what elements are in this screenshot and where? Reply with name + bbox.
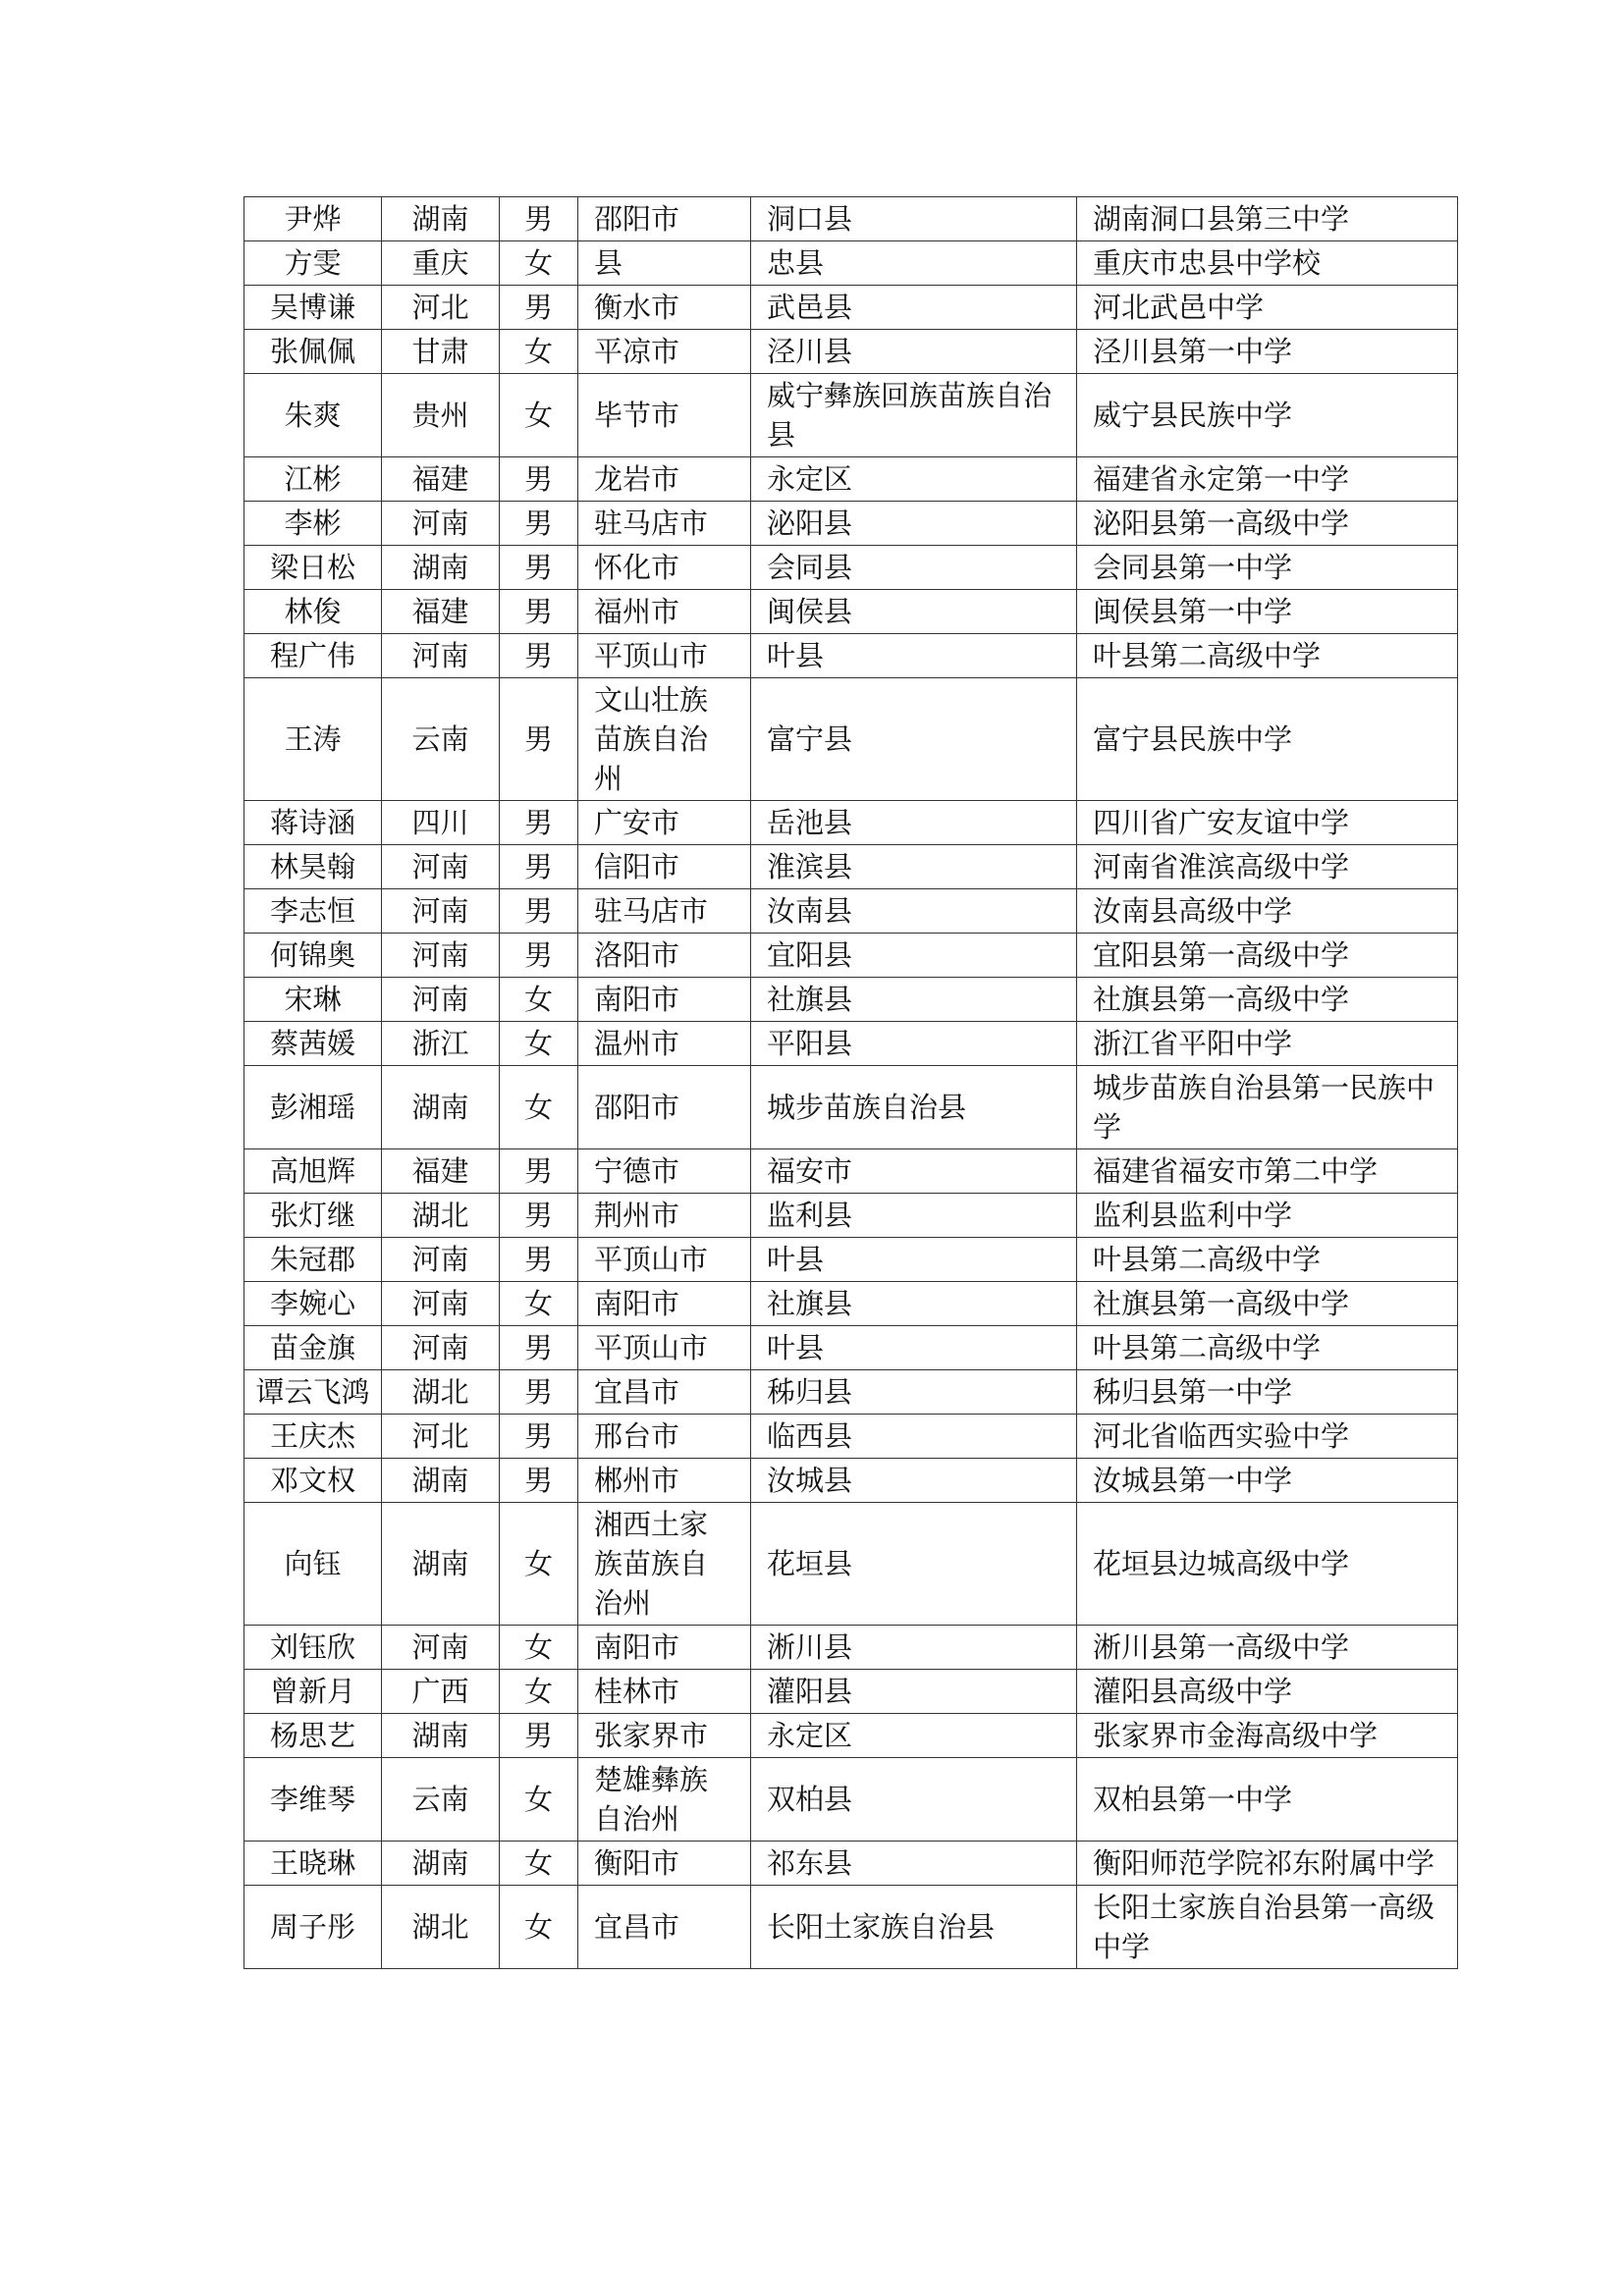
school-cell: 社旗县第一高级中学 xyxy=(1077,1282,1458,1326)
gender-cell: 男 xyxy=(500,590,578,634)
province-cell: 福建 xyxy=(382,590,500,634)
city-cell: 怀化市 xyxy=(578,546,751,590)
name-cell: 李志恒 xyxy=(244,889,382,934)
table-row xyxy=(244,934,1458,978)
gender-cell: 男 xyxy=(500,546,578,590)
province-cell: 甘肃 xyxy=(382,330,500,374)
name-cell: 何锦奥 xyxy=(244,934,382,978)
name-cell: 向钰 xyxy=(244,1503,382,1626)
roster-table-body xyxy=(244,197,1458,1969)
table-row xyxy=(244,1758,1458,1842)
gender-cell: 男 xyxy=(500,1370,578,1415)
province-cell: 河南 xyxy=(382,502,500,546)
county-cell: 双柏县 xyxy=(751,1758,1077,1842)
table-row xyxy=(244,1282,1458,1326)
county-cell: 祁东县 xyxy=(751,1842,1077,1886)
school-cell: 城步苗族自治县第一民族中学 xyxy=(1077,1066,1458,1149)
name-cell: 江彬 xyxy=(244,457,382,502)
name-cell: 苗金旗 xyxy=(244,1326,382,1370)
county-cell: 城步苗族自治县 xyxy=(751,1066,1077,1149)
table-row xyxy=(244,634,1458,678)
school-cell: 泌阳县第一高级中学 xyxy=(1077,502,1458,546)
province-cell: 云南 xyxy=(382,1758,500,1842)
province-cell: 河南 xyxy=(382,1238,500,1282)
table-row xyxy=(244,1066,1458,1149)
gender-cell: 女 xyxy=(500,1626,578,1670)
city-cell: 福州市 xyxy=(578,590,751,634)
name-cell: 邓文权 xyxy=(244,1459,382,1503)
table-row xyxy=(244,1022,1458,1066)
name-cell: 彭湘瑶 xyxy=(244,1066,382,1149)
table-row xyxy=(244,502,1458,546)
school-cell: 河北省临西实验中学 xyxy=(1077,1415,1458,1459)
city-cell: 张家界市 xyxy=(578,1714,751,1758)
school-cell: 张家界市金海高级中学 xyxy=(1077,1714,1458,1758)
school-cell: 汝南县高级中学 xyxy=(1077,889,1458,934)
school-cell: 四川省广安友谊中学 xyxy=(1077,801,1458,845)
school-cell: 叶县第二高级中学 xyxy=(1077,634,1458,678)
county-cell: 淮滨县 xyxy=(751,845,1077,889)
school-cell: 河南省淮滨高级中学 xyxy=(1077,845,1458,889)
gender-cell: 男 xyxy=(500,845,578,889)
table-row xyxy=(244,241,1458,286)
name-cell: 周子彤 xyxy=(244,1886,382,1969)
table-row xyxy=(244,1238,1458,1282)
school-cell: 双柏县第一中学 xyxy=(1077,1758,1458,1842)
gender-cell: 男 xyxy=(500,286,578,330)
gender-cell: 男 xyxy=(500,1194,578,1238)
table-row xyxy=(244,1626,1458,1670)
name-cell: 林昊翰 xyxy=(244,845,382,889)
county-cell: 闽侯县 xyxy=(751,590,1077,634)
gender-cell: 女 xyxy=(500,1022,578,1066)
city-cell: 平顶山市 xyxy=(578,1238,751,1282)
name-cell: 高旭辉 xyxy=(244,1149,382,1194)
gender-cell: 女 xyxy=(500,1886,578,1969)
school-cell: 福建省永定第一中学 xyxy=(1077,457,1458,502)
table-row xyxy=(244,801,1458,845)
city-cell: 南阳市 xyxy=(578,1626,751,1670)
city-cell: 平凉市 xyxy=(578,330,751,374)
city-cell: 驻马店市 xyxy=(578,502,751,546)
county-cell: 社旗县 xyxy=(751,978,1077,1022)
province-cell: 河北 xyxy=(382,1415,500,1459)
table-row xyxy=(244,1459,1458,1503)
city-cell: 邵阳市 xyxy=(578,197,751,241)
table-row xyxy=(244,1370,1458,1415)
county-cell: 泾川县 xyxy=(751,330,1077,374)
county-cell: 叶县 xyxy=(751,1326,1077,1370)
county-cell: 叶县 xyxy=(751,1238,1077,1282)
name-cell: 林俊 xyxy=(244,590,382,634)
school-cell: 宜阳县第一高级中学 xyxy=(1077,934,1458,978)
table-row xyxy=(244,1415,1458,1459)
name-cell: 杨思艺 xyxy=(244,1714,382,1758)
city-cell: 宜昌市 xyxy=(578,1370,751,1415)
name-cell: 曾新月 xyxy=(244,1670,382,1714)
school-cell: 叶县第二高级中学 xyxy=(1077,1326,1458,1370)
city-cell: 驻马店市 xyxy=(578,889,751,934)
county-cell: 武邑县 xyxy=(751,286,1077,330)
gender-cell: 女 xyxy=(500,330,578,374)
county-cell: 长阳土家族自治县 xyxy=(751,1886,1077,1969)
gender-cell: 男 xyxy=(500,889,578,934)
county-cell: 淅川县 xyxy=(751,1626,1077,1670)
city-cell: 衡阳市 xyxy=(578,1842,751,1886)
name-cell: 方雯 xyxy=(244,241,382,286)
name-cell: 王涛 xyxy=(244,678,382,801)
table-row xyxy=(244,678,1458,801)
province-cell: 河南 xyxy=(382,889,500,934)
name-cell: 蒋诗涵 xyxy=(244,801,382,845)
city-cell: 温州市 xyxy=(578,1022,751,1066)
province-cell: 福建 xyxy=(382,457,500,502)
city-cell: 荆州市 xyxy=(578,1194,751,1238)
province-cell: 四川 xyxy=(382,801,500,845)
gender-cell: 女 xyxy=(500,374,578,457)
table-row xyxy=(244,1326,1458,1370)
city-cell: 宜昌市 xyxy=(578,1886,751,1969)
province-cell: 湖北 xyxy=(382,1370,500,1415)
name-cell: 程广伟 xyxy=(244,634,382,678)
table-row xyxy=(244,845,1458,889)
gender-cell: 男 xyxy=(500,634,578,678)
gender-cell: 男 xyxy=(500,1714,578,1758)
gender-cell: 男 xyxy=(500,678,578,801)
gender-cell: 男 xyxy=(500,1415,578,1459)
province-cell: 贵州 xyxy=(382,374,500,457)
school-cell: 花垣县边城高级中学 xyxy=(1077,1503,1458,1626)
province-cell: 福建 xyxy=(382,1149,500,1194)
school-cell: 灌阳县高级中学 xyxy=(1077,1670,1458,1714)
table-row xyxy=(244,1842,1458,1886)
school-cell: 威宁县民族中学 xyxy=(1077,374,1458,457)
province-cell: 河南 xyxy=(382,845,500,889)
school-cell: 淅川县第一高级中学 xyxy=(1077,1626,1458,1670)
school-cell: 湖南洞口县第三中学 xyxy=(1077,197,1458,241)
province-cell: 湖南 xyxy=(382,546,500,590)
city-cell: 南阳市 xyxy=(578,978,751,1022)
county-cell: 社旗县 xyxy=(751,1282,1077,1326)
city-cell: 邢台市 xyxy=(578,1415,751,1459)
county-cell: 会同县 xyxy=(751,546,1077,590)
name-cell: 朱冠郡 xyxy=(244,1238,382,1282)
gender-cell: 男 xyxy=(500,1149,578,1194)
school-cell: 浙江省平阳中学 xyxy=(1077,1022,1458,1066)
table-row xyxy=(244,197,1458,241)
gender-cell: 男 xyxy=(500,197,578,241)
gender-cell: 男 xyxy=(500,1459,578,1503)
province-cell: 湖南 xyxy=(382,1459,500,1503)
county-cell: 永定区 xyxy=(751,457,1077,502)
table-row xyxy=(244,286,1458,330)
school-cell: 衡阳师范学院祁东附属中学 xyxy=(1077,1842,1458,1886)
city-cell: 邵阳市 xyxy=(578,1066,751,1149)
table-row xyxy=(244,1149,1458,1194)
name-cell: 尹烨 xyxy=(244,197,382,241)
school-cell: 秭归县第一中学 xyxy=(1077,1370,1458,1415)
county-cell: 忠县 xyxy=(751,241,1077,286)
table-row xyxy=(244,1194,1458,1238)
school-cell: 社旗县第一高级中学 xyxy=(1077,978,1458,1022)
name-cell: 朱爽 xyxy=(244,374,382,457)
city-cell: 毕节市 xyxy=(578,374,751,457)
province-cell: 河南 xyxy=(382,1326,500,1370)
name-cell: 宋琳 xyxy=(244,978,382,1022)
gender-cell: 女 xyxy=(500,1066,578,1149)
name-cell: 李彬 xyxy=(244,502,382,546)
city-cell: 宁德市 xyxy=(578,1149,751,1194)
school-cell: 河北武邑中学 xyxy=(1077,286,1458,330)
county-cell: 汝南县 xyxy=(751,889,1077,934)
school-cell: 监利县监利中学 xyxy=(1077,1194,1458,1238)
gender-cell: 女 xyxy=(500,1282,578,1326)
city-cell: 平顶山市 xyxy=(578,1326,751,1370)
name-cell: 李维琴 xyxy=(244,1758,382,1842)
name-cell: 刘钰欣 xyxy=(244,1626,382,1670)
province-cell: 河南 xyxy=(382,1626,500,1670)
school-cell: 重庆市忠县中学校 xyxy=(1077,241,1458,286)
name-cell: 吴博谦 xyxy=(244,286,382,330)
province-cell: 湖南 xyxy=(382,1066,500,1149)
name-cell: 谭云飞鸿 xyxy=(244,1370,382,1415)
school-cell: 长阳土家族自治县第一高级中学 xyxy=(1077,1886,1458,1969)
gender-cell: 女 xyxy=(500,1670,578,1714)
county-cell: 宜阳县 xyxy=(751,934,1077,978)
table-row xyxy=(244,330,1458,374)
province-cell: 河北 xyxy=(382,286,500,330)
gender-cell: 女 xyxy=(500,1842,578,1886)
county-cell: 福安市 xyxy=(751,1149,1077,1194)
city-cell: 洛阳市 xyxy=(578,934,751,978)
gender-cell: 女 xyxy=(500,1503,578,1626)
province-cell: 广西 xyxy=(382,1670,500,1714)
province-cell: 湖南 xyxy=(382,1503,500,1626)
gender-cell: 女 xyxy=(500,978,578,1022)
province-cell: 湖南 xyxy=(382,1714,500,1758)
province-cell: 重庆 xyxy=(382,241,500,286)
table-row xyxy=(244,374,1458,457)
county-cell: 花垣县 xyxy=(751,1503,1077,1626)
county-cell: 泌阳县 xyxy=(751,502,1077,546)
county-cell: 灌阳县 xyxy=(751,1670,1077,1714)
city-cell: 信阳市 xyxy=(578,845,751,889)
school-cell: 富宁县民族中学 xyxy=(1077,678,1458,801)
table-row xyxy=(244,590,1458,634)
table-row xyxy=(244,978,1458,1022)
city-cell: 衡水市 xyxy=(578,286,751,330)
city-cell: 湘西土家族苗族自治州 xyxy=(578,1503,751,1626)
table-row xyxy=(244,1714,1458,1758)
province-cell: 河南 xyxy=(382,1282,500,1326)
school-cell: 汝城县第一中学 xyxy=(1077,1459,1458,1503)
name-cell: 张佩佩 xyxy=(244,330,382,374)
province-cell: 河南 xyxy=(382,978,500,1022)
county-cell: 叶县 xyxy=(751,634,1077,678)
county-cell: 威宁彝族回族苗族自治县 xyxy=(751,374,1077,457)
table-row xyxy=(244,457,1458,502)
city-cell: 县 xyxy=(578,241,751,286)
gender-cell: 男 xyxy=(500,457,578,502)
name-cell: 张灯继 xyxy=(244,1194,382,1238)
province-cell: 河南 xyxy=(382,634,500,678)
city-cell: 楚雄彝族自治州 xyxy=(578,1758,751,1842)
gender-cell: 男 xyxy=(500,801,578,845)
name-cell: 蔡茜媛 xyxy=(244,1022,382,1066)
table-row xyxy=(244,889,1458,934)
county-cell: 临西县 xyxy=(751,1415,1077,1459)
city-cell: 郴州市 xyxy=(578,1459,751,1503)
city-cell: 平顶山市 xyxy=(578,634,751,678)
county-cell: 汝城县 xyxy=(751,1459,1077,1503)
city-cell: 文山壮族苗族自治州 xyxy=(578,678,751,801)
table-row xyxy=(244,1503,1458,1626)
province-cell: 湖南 xyxy=(382,197,500,241)
province-cell: 浙江 xyxy=(382,1022,500,1066)
school-cell: 福建省福安市第二中学 xyxy=(1077,1149,1458,1194)
county-cell: 平阳县 xyxy=(751,1022,1077,1066)
province-cell: 云南 xyxy=(382,678,500,801)
roster-table xyxy=(244,196,1458,1969)
gender-cell: 男 xyxy=(500,1326,578,1370)
city-cell: 龙岩市 xyxy=(578,457,751,502)
city-cell: 桂林市 xyxy=(578,1670,751,1714)
gender-cell: 女 xyxy=(500,241,578,286)
city-cell: 南阳市 xyxy=(578,1282,751,1326)
county-cell: 洞口县 xyxy=(751,197,1077,241)
school-cell: 叶县第二高级中学 xyxy=(1077,1238,1458,1282)
province-cell: 河南 xyxy=(382,934,500,978)
gender-cell: 男 xyxy=(500,502,578,546)
gender-cell: 男 xyxy=(500,934,578,978)
county-cell: 富宁县 xyxy=(751,678,1077,801)
province-cell: 湖北 xyxy=(382,1194,500,1238)
gender-cell: 女 xyxy=(500,1758,578,1842)
name-cell: 李婉心 xyxy=(244,1282,382,1326)
gender-cell: 男 xyxy=(500,1238,578,1282)
county-cell: 永定区 xyxy=(751,1714,1077,1758)
name-cell: 梁日松 xyxy=(244,546,382,590)
table-row xyxy=(244,546,1458,590)
city-cell: 广安市 xyxy=(578,801,751,845)
table-row xyxy=(244,1886,1458,1969)
county-cell: 秭归县 xyxy=(751,1370,1077,1415)
name-cell: 王晓琳 xyxy=(244,1842,382,1886)
province-cell: 湖北 xyxy=(382,1886,500,1969)
school-cell: 会同县第一中学 xyxy=(1077,546,1458,590)
school-cell: 泾川县第一中学 xyxy=(1077,330,1458,374)
school-cell: 闽侯县第一中学 xyxy=(1077,590,1458,634)
name-cell: 王庆杰 xyxy=(244,1415,382,1459)
county-cell: 监利县 xyxy=(751,1194,1077,1238)
province-cell: 湖南 xyxy=(382,1842,500,1886)
table-row xyxy=(244,1670,1458,1714)
county-cell: 岳池县 xyxy=(751,801,1077,845)
